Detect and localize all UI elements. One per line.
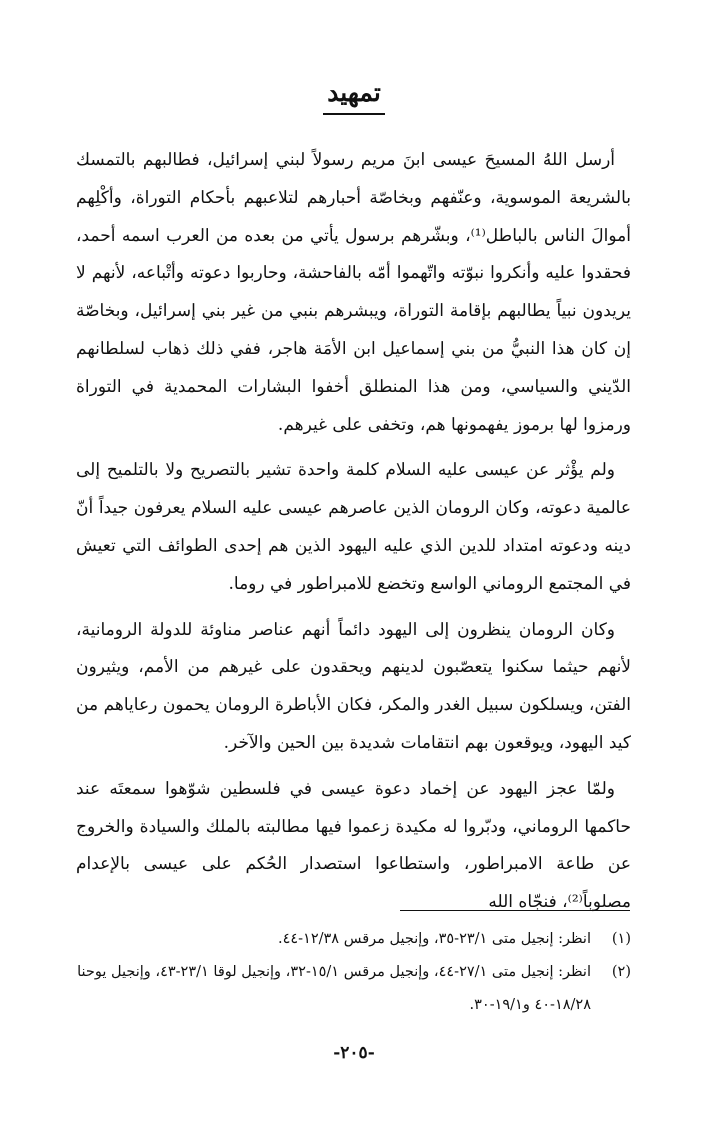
footnote-divider xyxy=(400,910,630,911)
body-text xyxy=(76,142,631,922)
footnotes xyxy=(76,923,631,1022)
paragraph-4: ولمّا عجز اليهود عن إخماد دعوة عيسى في فلسطين شوّهوا سمعتَه عند حاكمها الروماني، ودبّروا له مكيدة زعموا فيها مطالبته بالملك والسيادة والخروج عن طاعة الامبراطور، واستطاعوا استصدار الحُكم على عيسى بالإعدام مصلوباً⁽²⁾، فنجّاه الله xyxy=(76,778,631,913)
footnote-text: انظر: إنجيل متى ٢٣/١-٣٥، وإنجيل مرقس ١٢/٣٨-٤٤. xyxy=(277,931,591,947)
title-block xyxy=(0,78,708,115)
footnote-2 xyxy=(76,956,631,1022)
footnote-1 xyxy=(76,923,631,956)
footnote-marker: (٢) xyxy=(611,964,631,980)
paragraph-3: وكان الرومان ينظرون إلى اليهود دائماً أنهم عناصر مناوئة للدولة الرومانية، لأنهم حيثما سكنوا يتعصّبون لدينهم ويحقدون على غيرهم من الأمم، ويثيرون الفتن، ويسلكون سبيل الغدر والمكر، فكان الأباطرة الرومان يحمون رعاياهم من كيد اليهود، ويوقعون بهم انتقامات شديدة بين الحين والآخر. xyxy=(76,619,631,753)
paragraph-1: أرسل اللهُ المسيحَ عيسى ابنَ مريم رسولاً لبني إسرائيل، فطالبهم بالتمسك بالشريعة الموسوية، وعنّفهم وبخاصّة أحبارهم لتلاعبهم بأحكام التوراة، وأكْلِهم أموالَ الناس بالباطل⁽¹⁾، وبشّرهم برسول يأتي من بعده من العرب اسمه أحمد، فحقدوا عليه وأنكروا نبوّته واتّهموا أمّه بالفاحشة، وحاربوا دعوته وأتْباعه، لأنهم لا يريدون نبياً يطالبهم بإقامة التوراة، ويبشرهم بنبي من غير بني إسرائيل، وبخاصّة إن كان هذا النبيُّ من بني إسماعيل ابن الأمَة هاجر، ففي ذلك ذهاب لسلطانهم الدّيني والسياسي، ومن هذا المنطلق أخفوا البشارات المحمدية في التوراة ورمزوا لها برموز يفهمونها هم، وتخفى على غيرهم. xyxy=(76,150,631,435)
section-title: تمهيد xyxy=(323,78,385,115)
page-number: -٢٠٥- xyxy=(333,1043,375,1063)
footnote-marker: (١) xyxy=(611,931,631,947)
footnote-text: انظر: إنجيل متى ٢٧/١-٤٤، وإنجيل مرقس ١٥/١-٣٢، وإنجيل لوقا ٢٣/١-٤٣، وإنجيل يوحنا ١٨/٢٨-٤٠ و١٩/١-٣٠. xyxy=(77,964,591,1013)
paragraph-2: ولم يؤْثر عن عيسى عليه السلام كلمة واحدة تشير بالتصريح ولا بالتلميح إلى عالمية دعوته، وكان الرومان الذين عاصرهم عيسى عليه السلام يعرفون جيداً أنّ دينه ودعوته امتداد للدين الذي عليه اليهود الذين هم إحدى الطوائف التي تعيش في المجتمع الروماني الواسع وتخضع للامبراطور في روما. xyxy=(76,460,631,594)
